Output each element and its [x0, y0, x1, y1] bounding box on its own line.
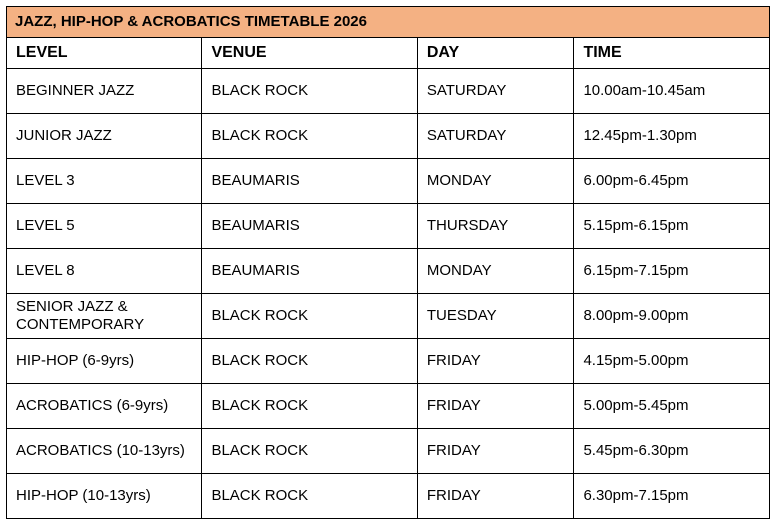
table-row — [7, 474, 770, 519]
cell-time: 12.45pm-1.30pm — [574, 114, 770, 159]
cell-day: MONDAY — [417, 159, 574, 204]
table-row — [7, 114, 770, 159]
cell-day: SATURDAY — [417, 114, 574, 159]
table-row — [7, 159, 770, 204]
table-row — [7, 384, 770, 429]
cell-level: SENIOR JAZZ & CONTEMPORARY — [7, 294, 202, 339]
cell-venue: BLACK ROCK — [202, 474, 417, 519]
cell-venue: BLACK ROCK — [202, 339, 417, 384]
cell-level: LEVEL 5 — [7, 204, 202, 249]
cell-level: LEVEL 3 — [7, 159, 202, 204]
cell-day: FRIDAY — [417, 474, 574, 519]
cell-day: FRIDAY — [417, 429, 574, 474]
timetable — [6, 6, 770, 519]
cell-time: 5.00pm-5.45pm — [574, 384, 770, 429]
cell-day: SATURDAY — [417, 69, 574, 114]
cell-time: 5.45pm-6.30pm — [574, 429, 770, 474]
cell-level: ACROBATICS (6-9yrs) — [7, 384, 202, 429]
cell-level: ACROBATICS (10-13yrs) — [7, 429, 202, 474]
header-row — [7, 38, 770, 69]
cell-time: 8.00pm-9.00pm — [574, 294, 770, 339]
table-row — [7, 69, 770, 114]
cell-day: FRIDAY — [417, 339, 574, 384]
column-header-venue: VENUE — [202, 38, 417, 69]
cell-level: HIP-HOP (6-9yrs) — [7, 339, 202, 384]
cell-level: HIP-HOP (10-13yrs) — [7, 474, 202, 519]
cell-day: TUESDAY — [417, 294, 574, 339]
title-row — [7, 7, 770, 38]
timetable-title: JAZZ, HIP-HOP & ACROBATICS TIMETABLE 2026 — [7, 7, 770, 38]
cell-venue: BLACK ROCK — [202, 114, 417, 159]
cell-venue: BEAUMARIS — [202, 204, 417, 249]
cell-day: THURSDAY — [417, 204, 574, 249]
cell-venue: BEAUMARIS — [202, 159, 417, 204]
table-row — [7, 339, 770, 384]
cell-day: MONDAY — [417, 249, 574, 294]
table-row — [7, 249, 770, 294]
cell-time: 6.15pm-7.15pm — [574, 249, 770, 294]
table-row — [7, 204, 770, 249]
cell-level: JUNIOR JAZZ — [7, 114, 202, 159]
cell-time: 5.15pm-6.15pm — [574, 204, 770, 249]
cell-time: 6.30pm-7.15pm — [574, 474, 770, 519]
column-header-level: LEVEL — [7, 38, 202, 69]
cell-day: FRIDAY — [417, 384, 574, 429]
cell-venue: BLACK ROCK — [202, 384, 417, 429]
table-row — [7, 294, 770, 339]
column-header-day: DAY — [417, 38, 574, 69]
column-header-time: TIME — [574, 38, 770, 69]
cell-time: 6.00pm-6.45pm — [574, 159, 770, 204]
cell-level: BEGINNER JAZZ — [7, 69, 202, 114]
table-row — [7, 429, 770, 474]
cell-venue: BLACK ROCK — [202, 429, 417, 474]
cell-venue: BLACK ROCK — [202, 69, 417, 114]
cell-venue: BLACK ROCK — [202, 294, 417, 339]
cell-level: LEVEL 8 — [7, 249, 202, 294]
cell-venue: BEAUMARIS — [202, 249, 417, 294]
cell-time: 10.00am-10.45am — [574, 69, 770, 114]
cell-time: 4.15pm-5.00pm — [574, 339, 770, 384]
